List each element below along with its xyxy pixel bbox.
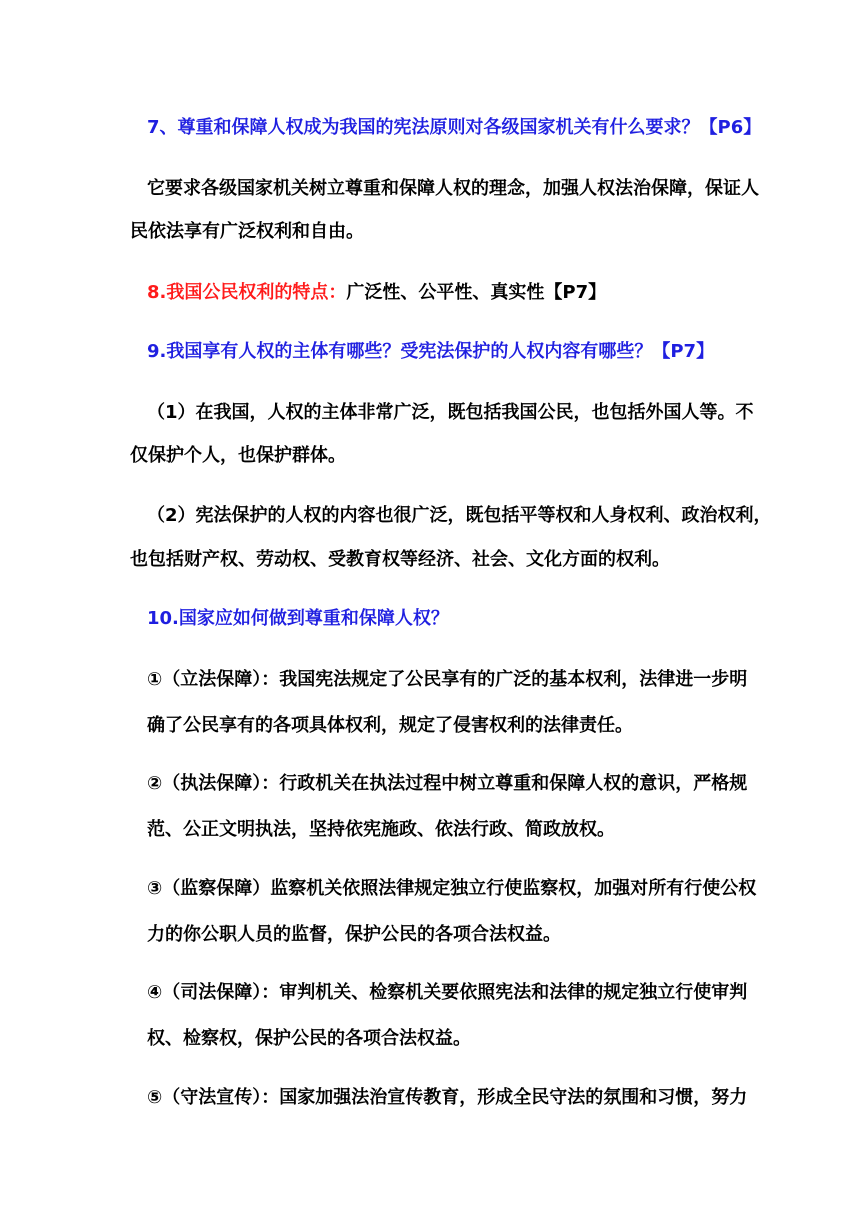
q8-label: 8.我国公民权利的特点： [147, 282, 347, 303]
q7-answer-line-2: 民依法享有广泛权利和自由。 [130, 221, 364, 242]
q10-item-3-line-1: ③（监察保障）监察机关依照法律规定独立行使监察权，加强对所有行使公权 [147, 878, 757, 899]
q8-row [147, 281, 606, 305]
q10-item-4-line-1: ④（司法保障）：审判机关、检察机关要依照宪法和法律的规定独立行使审判 [147, 982, 748, 1003]
q7-answer-line-1: 它要求各级国家机关树立尊重和保障人权的理念，加强人权法治保障，保证人 [147, 178, 759, 199]
q10-item-5-line-1: ⑤（守法宣传）：国家加强法治宣传教育，形成全民守法的氛围和习惯，努力 [147, 1087, 748, 1108]
q9-point-1-line-2: 仅保护个人，也保护群体。 [130, 445, 346, 466]
q8-answer: 广泛性、公平性、真实性【P7】 [346, 282, 607, 303]
q9-point-2-line-1: （2）宪法保护的人权的内容也很广泛，既包括平等权和人身权利、政治权利， [147, 505, 772, 526]
q10-item-1-line-1: ①（立法保障）：我国宪法规定了公民享有的广泛的基本权利，法律进一步明 [147, 669, 748, 690]
q10-item-4-line-2: 权、检察权，保护公民的各项合法权益。 [147, 1028, 471, 1049]
q10-heading: 10.国家应如何做到尊重和保障人权？ [147, 608, 449, 629]
q9-point-1-line-1: （1）在我国，人权的主体非常广泛，既包括我国公民，也包括外国人等。不 [147, 402, 754, 423]
q10-item-1-line-2: 确了公民享有的各项具体权利，规定了侵害权利的法律责任。 [147, 715, 633, 736]
q9-heading: 9.我国享有人权的主体有哪些？受宪法保护的人权内容有哪些？【P7】 [147, 341, 715, 362]
q10-item-2-line-1: ②（执法保障）：行政机关在执法过程中树立尊重和保障人权的意识，严格规 [147, 773, 748, 794]
q7-heading: 7、尊重和保障人权成为我国的宪法原则对各级国家机关有什么要求？【P6】 [147, 117, 762, 138]
q9-point-2-line-2: 也包括财产权、劳动权、受教育权等经济、社会、文化方面的权利。 [130, 549, 670, 570]
q10-item-3-line-2: 力的你公职人员的监督，保护公民的各项合法权益。 [147, 924, 561, 945]
q10-item-2-line-2: 范、公正文明执法，坚持依宪施政、依法行政、简政放权。 [147, 819, 615, 840]
